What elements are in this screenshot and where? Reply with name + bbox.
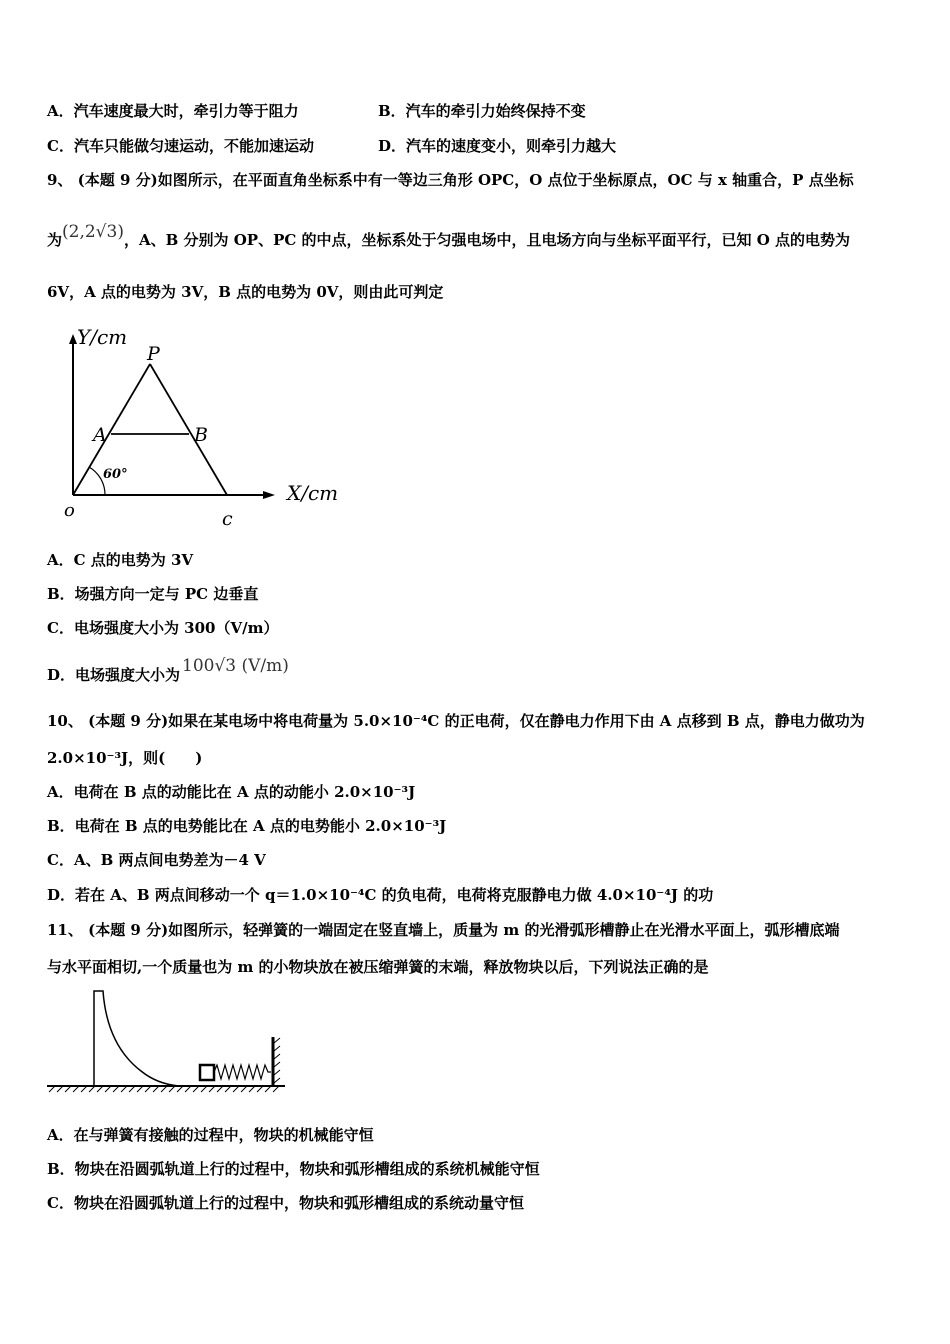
side-pc — [150, 364, 227, 495]
q9-option-b: B．场强方向一定与 PC 边垂直 — [47, 585, 259, 603]
q10-option-b: B．电荷在 B 点的电势能比在 A 点的电势能小 2.0×10⁻³J — [47, 817, 447, 835]
q9-stem-rest: ，A、B 分别为 OP、PC 的中点，坐标系处于匀强电场中，且电场方向与坐标平面平行，已知 O 点的电势为 — [123, 231, 851, 249]
point-a-label: A — [93, 424, 107, 446]
q10-option-a: A．电荷在 B 点的动能比在 A 点的动能小 2.0×10⁻³J — [47, 783, 416, 801]
q11-stem-line-1: 11、 (本题 9 分)如图所示，轻弹簧的一端固定在竖直墙上，质量为 m 的光滑弧形槽静止在光滑水平面上，弧形槽底端 — [47, 921, 840, 939]
q9-option-d — [47, 656, 289, 685]
q11-stem-line-2: 与水平面相切,一个质量也为 m 的小物块放在被压缩弹簧的末端，释放物块以后，下列说法正确的是 — [47, 958, 709, 976]
q9-option-d-value: 100√3 (V/m) — [182, 656, 289, 676]
y-axis-arrow — [69, 334, 77, 344]
q8-option-b: B．汽车的牵引力始终保持不变 — [378, 102, 586, 120]
x-axis-arrow — [263, 491, 275, 499]
q9-stem-line-1: 9、 (本题 9 分)如图所示，在平面直角坐标系中有一等边三角形 OPC，O 点位于坐标原点，OC 与 x 轴重合，P 点坐标 — [47, 171, 854, 189]
q9-stem-line-3: 6V，A 点的电势为 3V，B 点的电势为 0V，则由此可判定 — [47, 283, 444, 301]
arc-groove — [94, 991, 179, 1086]
q10-stem-line-2: 2.0×10⁻³J，则( ) — [47, 749, 203, 767]
q8-option-d: D．汽车的速度变小，则牵引力越大 — [378, 137, 617, 155]
point-b-label: B — [194, 424, 208, 446]
q9-stem-line-2 — [47, 222, 851, 250]
q9-stem-prefix: 为 — [47, 231, 63, 249]
q11-option-b: B．物块在沿圆弧轨道上行的过程中，物块和弧形槽组成的系统机械能守恒 — [47, 1160, 540, 1178]
point-c-label: c — [222, 508, 233, 530]
q9-option-d-text: D．电场强度大小为 — [47, 666, 181, 684]
point-o-label: o — [64, 500, 75, 521]
q10-stem-line-1: 10、 (本题 9 分)如果在某电场中将电荷量为 5.0×10⁻⁴C 的正电荷，仅在静电力作用下由 A 点移到 B 点，静电力做功为 — [47, 712, 865, 730]
q11-spring-groove-figure — [45, 985, 290, 1095]
q10-option-d: D．若在 A、B 两点间移动一个 q＝1.0×10⁻⁴C 的负电荷，电荷将克服静电力做 4.0×10⁻⁴J 的功 — [47, 886, 714, 904]
q10-option-c: C．A、B 两点间电势差为－4 V — [47, 851, 266, 869]
spring — [214, 1065, 271, 1079]
small-block — [200, 1065, 214, 1080]
x-axis-label: X/cm — [287, 481, 339, 505]
q8-option-c: C．汽车只能做匀速运动，不能加速运动 — [47, 137, 314, 155]
angle-label: 60° — [103, 467, 128, 482]
wall-hatching — [274, 1038, 280, 1083]
q9-triangle-figure — [55, 320, 355, 535]
q9-option-a: A．C 点的电势为 3V — [47, 551, 194, 569]
q9-point-p-coordinates: (2,2√3) — [62, 222, 124, 242]
q11-option-c: C．物块在沿圆弧轨道上行的过程中，物块和弧形槽组成的系统动量守恒 — [47, 1194, 524, 1212]
q11-option-a: A．在与弹簧有接触的过程中，物块的机械能守恒 — [47, 1126, 374, 1144]
q8-option-a: A．汽车速度最大时，牵引力等于阻力 — [47, 102, 299, 120]
q9-option-c: C．电场强度大小为 300（V/m） — [47, 619, 279, 637]
point-p-label: P — [147, 343, 160, 365]
y-axis-label: Y/cm — [77, 325, 128, 349]
